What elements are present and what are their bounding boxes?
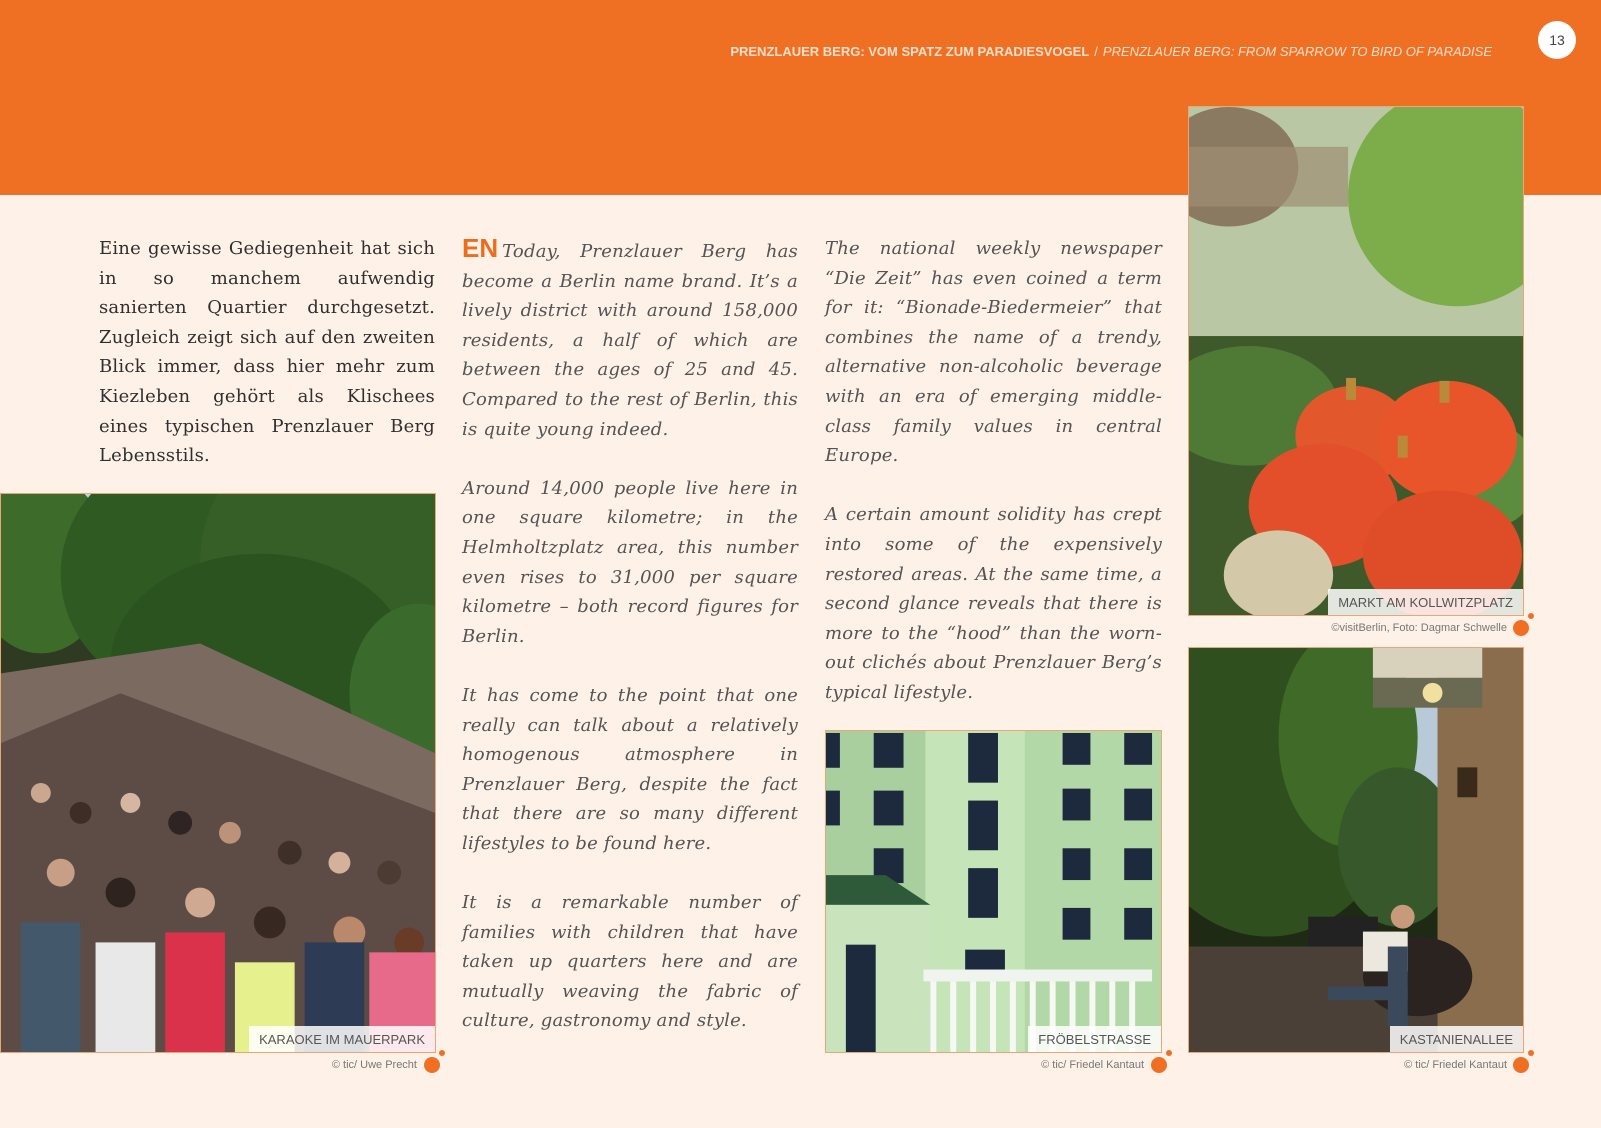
column-english-1 (462, 234, 798, 1066)
page-number: 13 (1538, 21, 1576, 59)
paragraph-en-1 (462, 234, 798, 444)
paragraph-de-1: Eine gewisse Gediegenheit hat sich in so manchem aufwendig sanierten Quartier durchgesetzt. Zugleich zeigt sich auf den zweiten Blick immer, dass hier mehr zum Kiezleben gehört als Klischees eines typischen Prenzlauer Berg Lebensstils. (99, 238, 435, 467)
accent-dot-small (439, 1050, 445, 1056)
photo-karaoke (0, 493, 436, 1053)
accent-dot (1513, 620, 1529, 636)
market-image (1189, 107, 1523, 615)
caption-kastanien: KASTANIENALLEE (1390, 1026, 1523, 1052)
paragraph-en-5: The national weekly newspaper “Die Zeit” has even coined a term for it: “Bionade-Biedermeier” that combines the name of a trendy, alternative non-alcoholic beverage with an era of emerging middle-class family values in central Europe. (825, 238, 1162, 467)
photo-markt (1188, 106, 1524, 616)
accent-dot-small (1166, 1050, 1172, 1056)
running-head-separator: / (1094, 44, 1098, 59)
accent-dot-small (1528, 613, 1534, 619)
photo-froebel (825, 730, 1162, 1053)
column-german (99, 234, 435, 500)
paragraph-en-1-text: Today, Prenzlauer Berg has become a Berlin name brand. It’s a lively district with around 158,000 residents, a half of which are between the ages of 25 and 45. Compared to the rest of Berlin, this is quite young indeed. (462, 241, 798, 440)
credit-karaoke: © tic/ Uwe Precht (331, 1059, 417, 1071)
street-image (1189, 648, 1523, 1052)
accent-dot (1151, 1057, 1167, 1073)
running-head (730, 44, 1492, 59)
running-head-en: PRENZLAUER BERG: FROM SPARROW TO BIRD OF PARADISE (1102, 44, 1492, 59)
accent-dot (424, 1057, 440, 1073)
accent-dot-small (1528, 1050, 1534, 1056)
crowd-image (1, 494, 435, 1052)
credit-froebel: © tic/ Friedel Kantaut (1041, 1059, 1144, 1071)
photo-kastanien (1188, 647, 1524, 1053)
credit-kastanien: © tic/ Friedel Kantaut (1404, 1059, 1507, 1071)
credit-markt: ©visitBerlin, Foto: Dagmar Schwelle (1331, 622, 1507, 634)
paragraph-en-3: It has come to the point that one really can talk about a relatively homogenous atmosphere in Prenzlauer Berg, despite the fact that there are so many different lifestyles to be found here. (462, 684, 798, 854)
running-head-de: PRENZLAUER BERG: VOM SPATZ ZUM PARADIESVOGEL (730, 44, 1090, 59)
accent-dot (1513, 1057, 1529, 1073)
language-tag: EN (462, 233, 499, 263)
paragraph-en-6: A certain amount solidity has crept into some of the expensively restored areas. At the same time, a second glance reveals that there is more to the “hood” than the worn-out clichés about Prenzlauer Berg’s typical lifestyle. (825, 504, 1162, 703)
caption-karaoke: KARAOKE IM MAUERPARK (249, 1026, 435, 1052)
paragraph-en-4: It is a remarkable number of families with children that have taken up quarters here and are mutually weaving the fabric of culture, gastronomy and style. (462, 892, 798, 1032)
caption-froebel: FRÖBELSTRASSE (1028, 1026, 1161, 1052)
paragraph-en-2: Around 14,000 people live here in one square kilometre; in the Helmholtzplatz area, this number even rises to 31,000 per square kilometre – both record figures for Berlin. (462, 477, 798, 647)
column-english-2 (825, 234, 1162, 737)
caption-markt: MARKT AM KOLLWITZPLATZ (1328, 589, 1523, 615)
building-image (826, 731, 1161, 1052)
